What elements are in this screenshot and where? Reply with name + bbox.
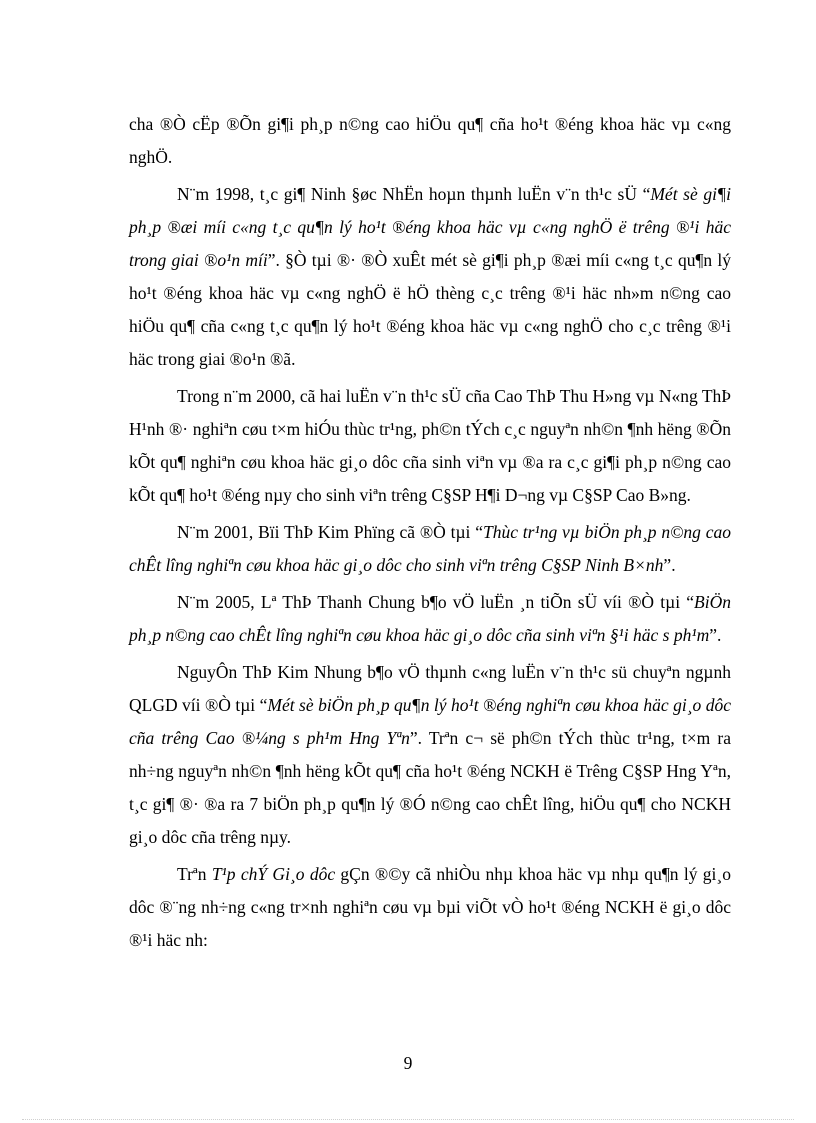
italic-text: Mét sè gi¶i ph¸p ®æi míi c«ng t¸c qu¶n lý ho¹t ®éng khoa häc vµ c«ng nghÖ ë trêng ®¹i häc trong giai ®o¹n míi — [129, 184, 731, 270]
italic-text: Mét sè biÖn ph¸p qu¶n lý ho¹t ®éng nghiªn cøu khoa häc gi¸o dôc cña trêng Cao ®¼ng s ph¹m Hng Yªn — [129, 695, 731, 748]
text-run: ”. — [709, 625, 722, 645]
text-run: ”. — [663, 555, 676, 575]
text-run: Trªn — [177, 864, 212, 884]
text-run: ”. Trªn c¬ së ph©n tÝch thùc tr¹ng, t×m ra nh÷ng nguyªn nh©n ¶nh hëng kÕt qu¶ cña ho¹t ®éng NCKH ë Trêng C§SP Hng Yªn, t¸c gi¶ ®· ®a ra 7 biÖn ph¸p qu¶n lý ®Ó n©ng cao chÊt lîng, hiÖu qu¶ cho NCKH gi¸o dôc cña trêng nµy. — [129, 728, 731, 847]
paragraph — [129, 380, 731, 512]
paragraph — [129, 586, 731, 652]
paragraph — [129, 178, 731, 376]
paragraph — [129, 108, 731, 174]
text-run: N¨m 2005, Lª ThÞ Thanh Chung b¶o vÖ luËn ¸n tiÕn sÜ víi ®Ò tµi “ — [177, 592, 695, 612]
text-run: N¨m 1998, t¸c gi¶ Ninh §øc NhËn hoµn thµnh luËn v¨n th¹c sÜ “ — [177, 184, 651, 204]
page-number: 9 — [403, 1053, 413, 1073]
italic-text: BiÖn ph¸p n©ng cao chÊt lîng nghiªn cøu khoa häc gi¸o dôc cña sinh viªn §¹i häc s ph¹m — [129, 592, 731, 645]
text-run: N¨m 2001, Bïi ThÞ Kim Phïng cã ®Ò tµi “ — [177, 522, 483, 542]
text-run: gÇn ®©y cã nhiÒu nhµ khoa häc vµ nhµ qu¶n lý gi¸o dôc ®¨ng nh÷ng c«ng tr×nh nghiªn cøu vµ bµi viÕt vÒ ho¹t ®éng NCKH ë gi¸o dôc ®¹i häc nh: — [129, 864, 731, 950]
paragraph — [129, 858, 731, 957]
paragraph — [129, 516, 731, 582]
italic-text: T¹p chÝ Gi¸o dôc — [211, 864, 336, 884]
text-run: ”. §Ò tµi ®· ®Ò xuÊt mét sè gi¶i ph¸p ®æi míi c«ng t¸c qu¶n lý ho¹t ®éng khoa häc vµ c«ng nghÖ ë hÖ thèng c¸c trêng ®¹i häc nh»m n©ng cao hiÖu qu¶ cña c«ng t¸c qu¶n lý ho¹t ®éng khoa häc vµ c«ng nghÖ cho c¸c trêng ®¹i häc trong giai ®o¹n ®ã. — [129, 250, 732, 369]
page-bottom-rule — [22, 1119, 794, 1120]
italic-text: Thùc tr¹ng vµ biÖn ph¸p n©ng cao chÊt lîng nghiªn cøu khoa häc gi¸o dôc cho sinh viªn trêng C§SP Ninh B×nh — [129, 522, 731, 575]
text-run: Trong n¨m 2000, cã hai luËn v¨n th¹c sÜ cña Cao ThÞ Thu H»ng vµ N«ng ThÞ H¹nh ®· nghiªn cøu t×m hiÓu thùc tr¹ng, ph©n tÝch c¸c nguyªn nh©n ¶nh hëng ®Õn kÕt qu¶ nghiªn cøu khoa häc gi¸o dôc cña sinh viªn vµ ®a ra c¸c gi¶i ph¸p n©ng cao kÕt qu¶ ho¹t ®éng nµy cho sinh viªn trêng C§SP H¶i D¬ng vµ C§SP Cao B»ng. — [129, 386, 731, 505]
text-run: cha ®Ò cËp ®Õn gi¶i ph¸p n©ng cao hiÖu qu¶ cña ho¹t ®éng khoa häc vµ c«ng nghÖ. — [129, 114, 731, 167]
paragraph — [129, 656, 731, 854]
text-run: NguyÔn ThÞ Kim Nhung b¶o vÖ thµnh c«ng luËn v¨n th¹c sü chuyªn ngµnh QLGD víi ®Ò tµi “ — [129, 662, 731, 715]
body-text — [129, 108, 731, 957]
